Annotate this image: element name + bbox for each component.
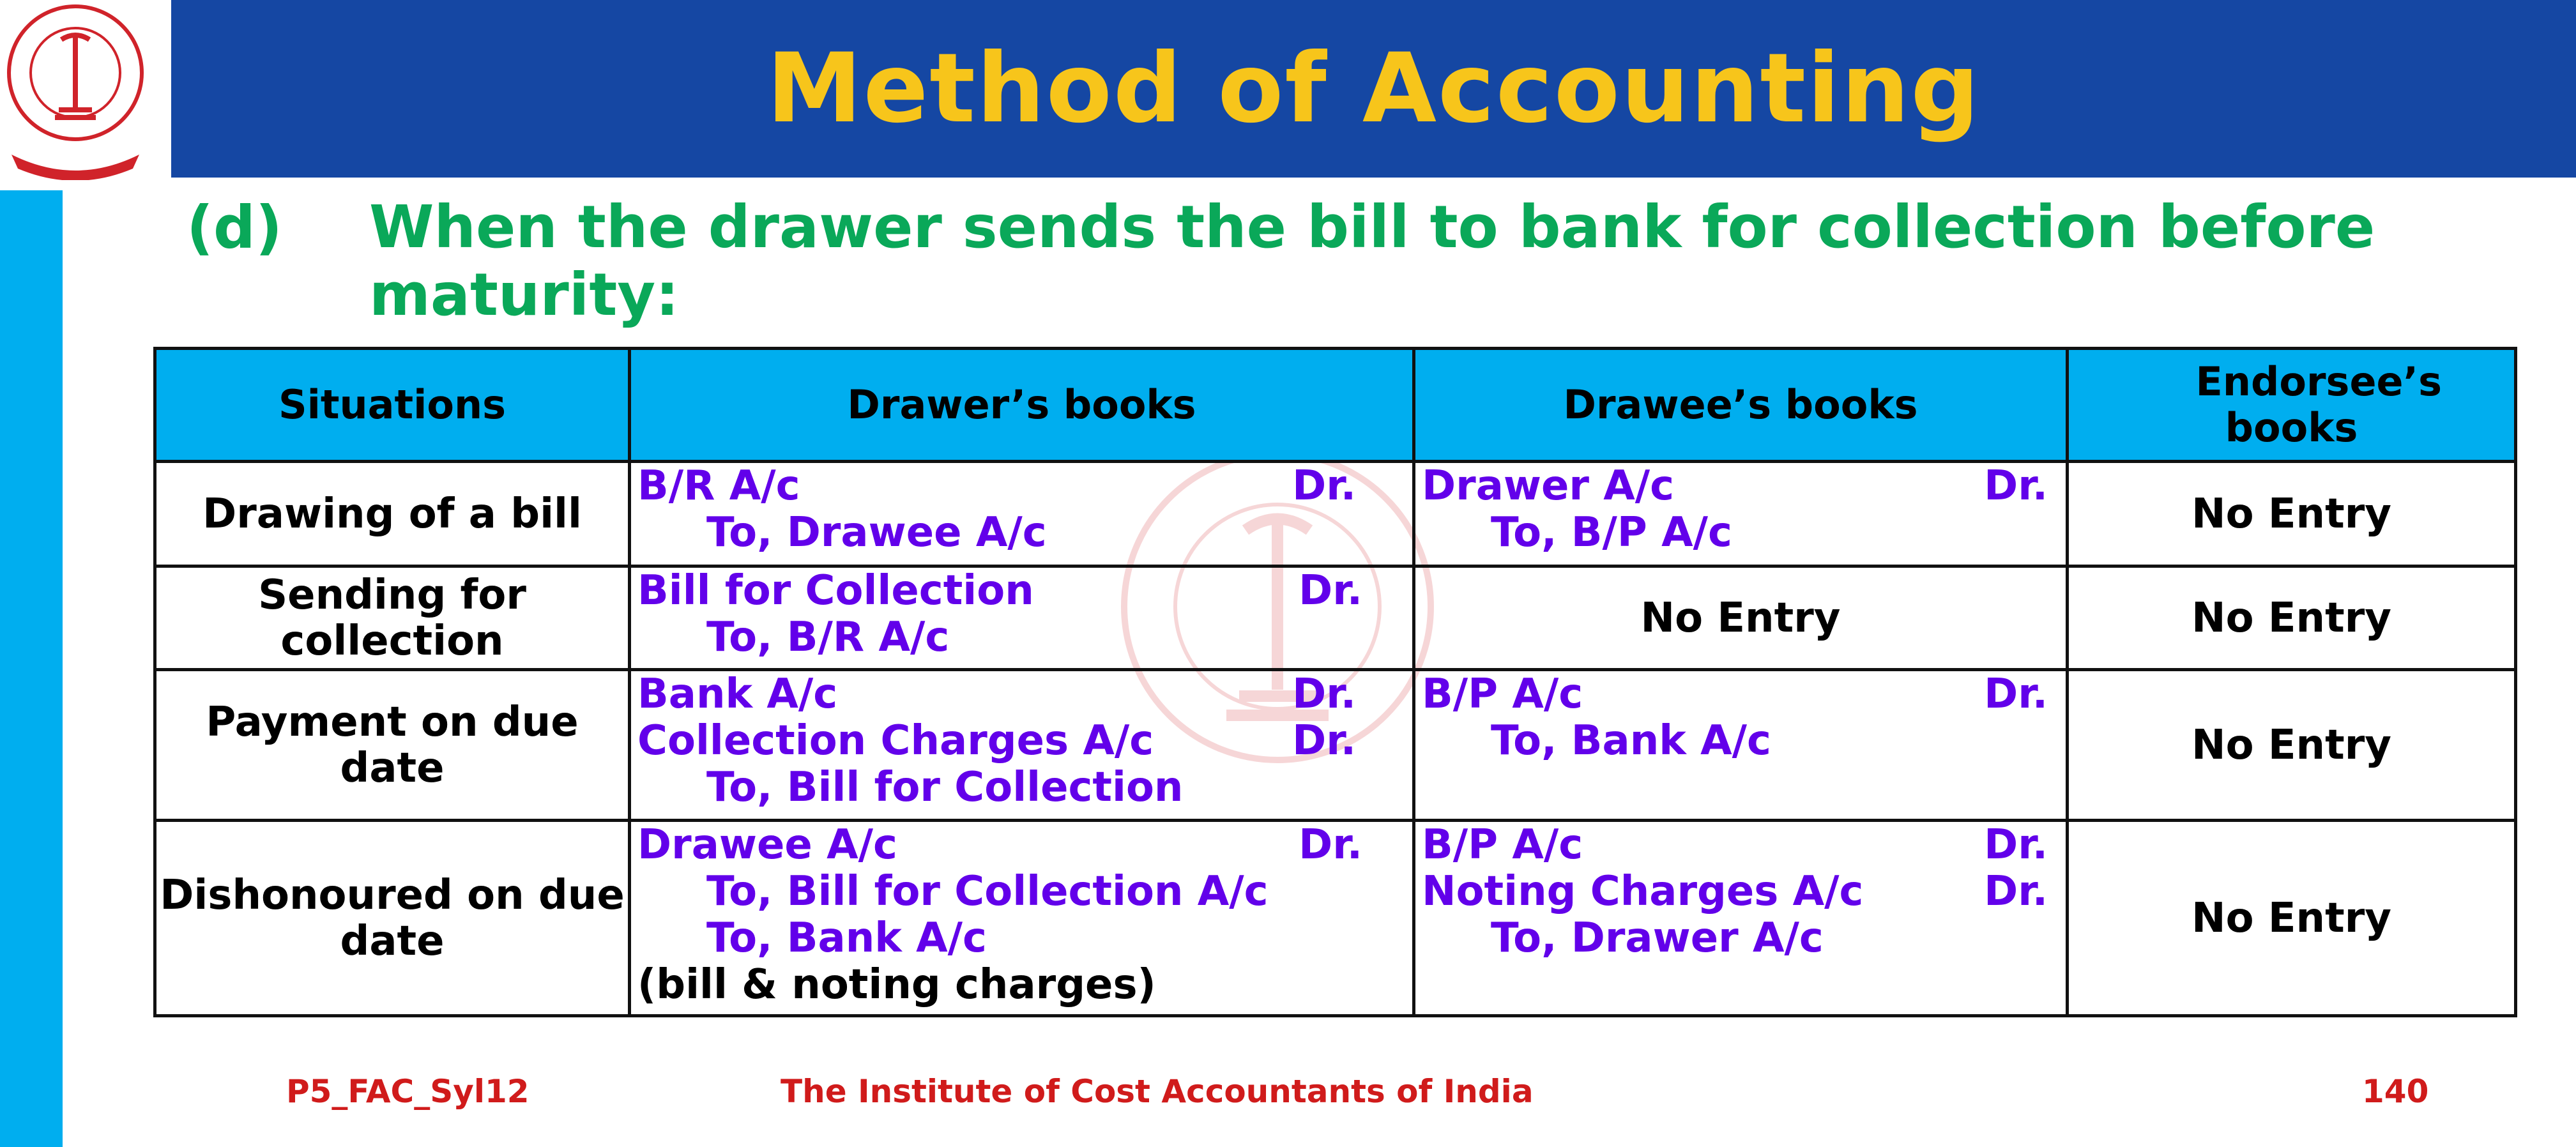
- situation-cell: Drawing of a bill: [155, 462, 630, 566]
- endorsee-cell: No Entry: [2068, 462, 2516, 566]
- journal-line: To, Bill for Collection A/c: [706, 868, 1269, 915]
- journal-line: B/P A/c Dr.: [1422, 821, 2048, 869]
- page-title: Method of Accounting: [766, 33, 1981, 144]
- left-accent-strip: [0, 190, 63, 1147]
- journal-line: Noting Charges A/c Dr.: [1422, 868, 2048, 915]
- table-header-row: [155, 349, 2516, 462]
- journal-line: Drawer A/c Dr.: [1422, 462, 2048, 510]
- endorsee-cell: No Entry: [2068, 670, 2516, 821]
- journal-line: To, B/P A/c: [1491, 509, 1732, 556]
- journal-line: Bill for Collection Dr.: [637, 567, 1362, 614]
- situation-cell: Payment on due date: [155, 670, 630, 821]
- header-drawers-books: Drawer’s books: [630, 349, 1414, 462]
- section-heading: When the drawer sends the bill to bank for collection before maturity:: [369, 193, 2375, 329]
- journal-line: To, Drawee A/c: [706, 509, 1047, 556]
- journal-line: To, Bank A/c: [706, 915, 987, 962]
- drawer-entry-cell: [630, 670, 1414, 821]
- journal-line: To, Drawer A/c: [1491, 915, 1824, 962]
- header-endorsees-books: [2068, 349, 2516, 462]
- header-endorsees-books-text: Endorsee’s books: [2195, 358, 2443, 451]
- journal-line: Collection Charges A/c Dr.: [637, 717, 1356, 764]
- endorsee-cell: No Entry: [2068, 566, 2516, 670]
- drawee-entry-cell: No Entry: [1414, 566, 2068, 670]
- situation-cell: Sending for collection: [155, 566, 630, 670]
- journal-line: B/P A/c Dr.: [1422, 671, 2048, 718]
- drawer-entry-cell: [630, 566, 1414, 670]
- journal-line: To, Bank A/c: [1491, 717, 1771, 764]
- footer-page-number: 140: [2362, 1073, 2429, 1110]
- drawer-entry-cell: [630, 462, 1414, 566]
- journal-line: Drawee A/c Dr.: [637, 821, 1362, 869]
- table-row: [155, 462, 2516, 566]
- section-marker: (d): [187, 194, 282, 262]
- drawer-entry-cell: [630, 821, 1414, 1016]
- journal-line: To, Bill for Collection: [706, 764, 1184, 811]
- header-situations: Situations: [155, 349, 630, 462]
- svg-text:M: M: [66, 144, 85, 165]
- institute-seal-icon: [3, 1, 148, 180]
- accounting-table: [153, 347, 2517, 1017]
- drawee-entry-cell: [1414, 670, 2068, 821]
- journal-line: To, B/R A/c: [706, 614, 950, 661]
- table-row: [155, 566, 2516, 670]
- footer-institute-name: The Institute of Cost Accountants of India: [781, 1073, 1534, 1110]
- header-drawees-books: Drawee’s books: [1414, 349, 2068, 462]
- journal-line: B/R A/c Dr.: [637, 462, 1356, 510]
- endorsee-cell: No Entry: [2068, 821, 2516, 1016]
- journal-note: (bill & noting charges): [637, 961, 1156, 1008]
- table-row: [155, 821, 2516, 1016]
- table-row: [155, 670, 2516, 821]
- footer-course-code: P5_FAC_Syl12: [286, 1073, 530, 1110]
- situation-cell: Dishonoured on due date: [155, 821, 630, 1016]
- drawee-entry-cell: [1414, 821, 2068, 1016]
- drawee-entry-cell: [1414, 462, 2068, 566]
- journal-line: Bank A/c Dr.: [637, 671, 1356, 718]
